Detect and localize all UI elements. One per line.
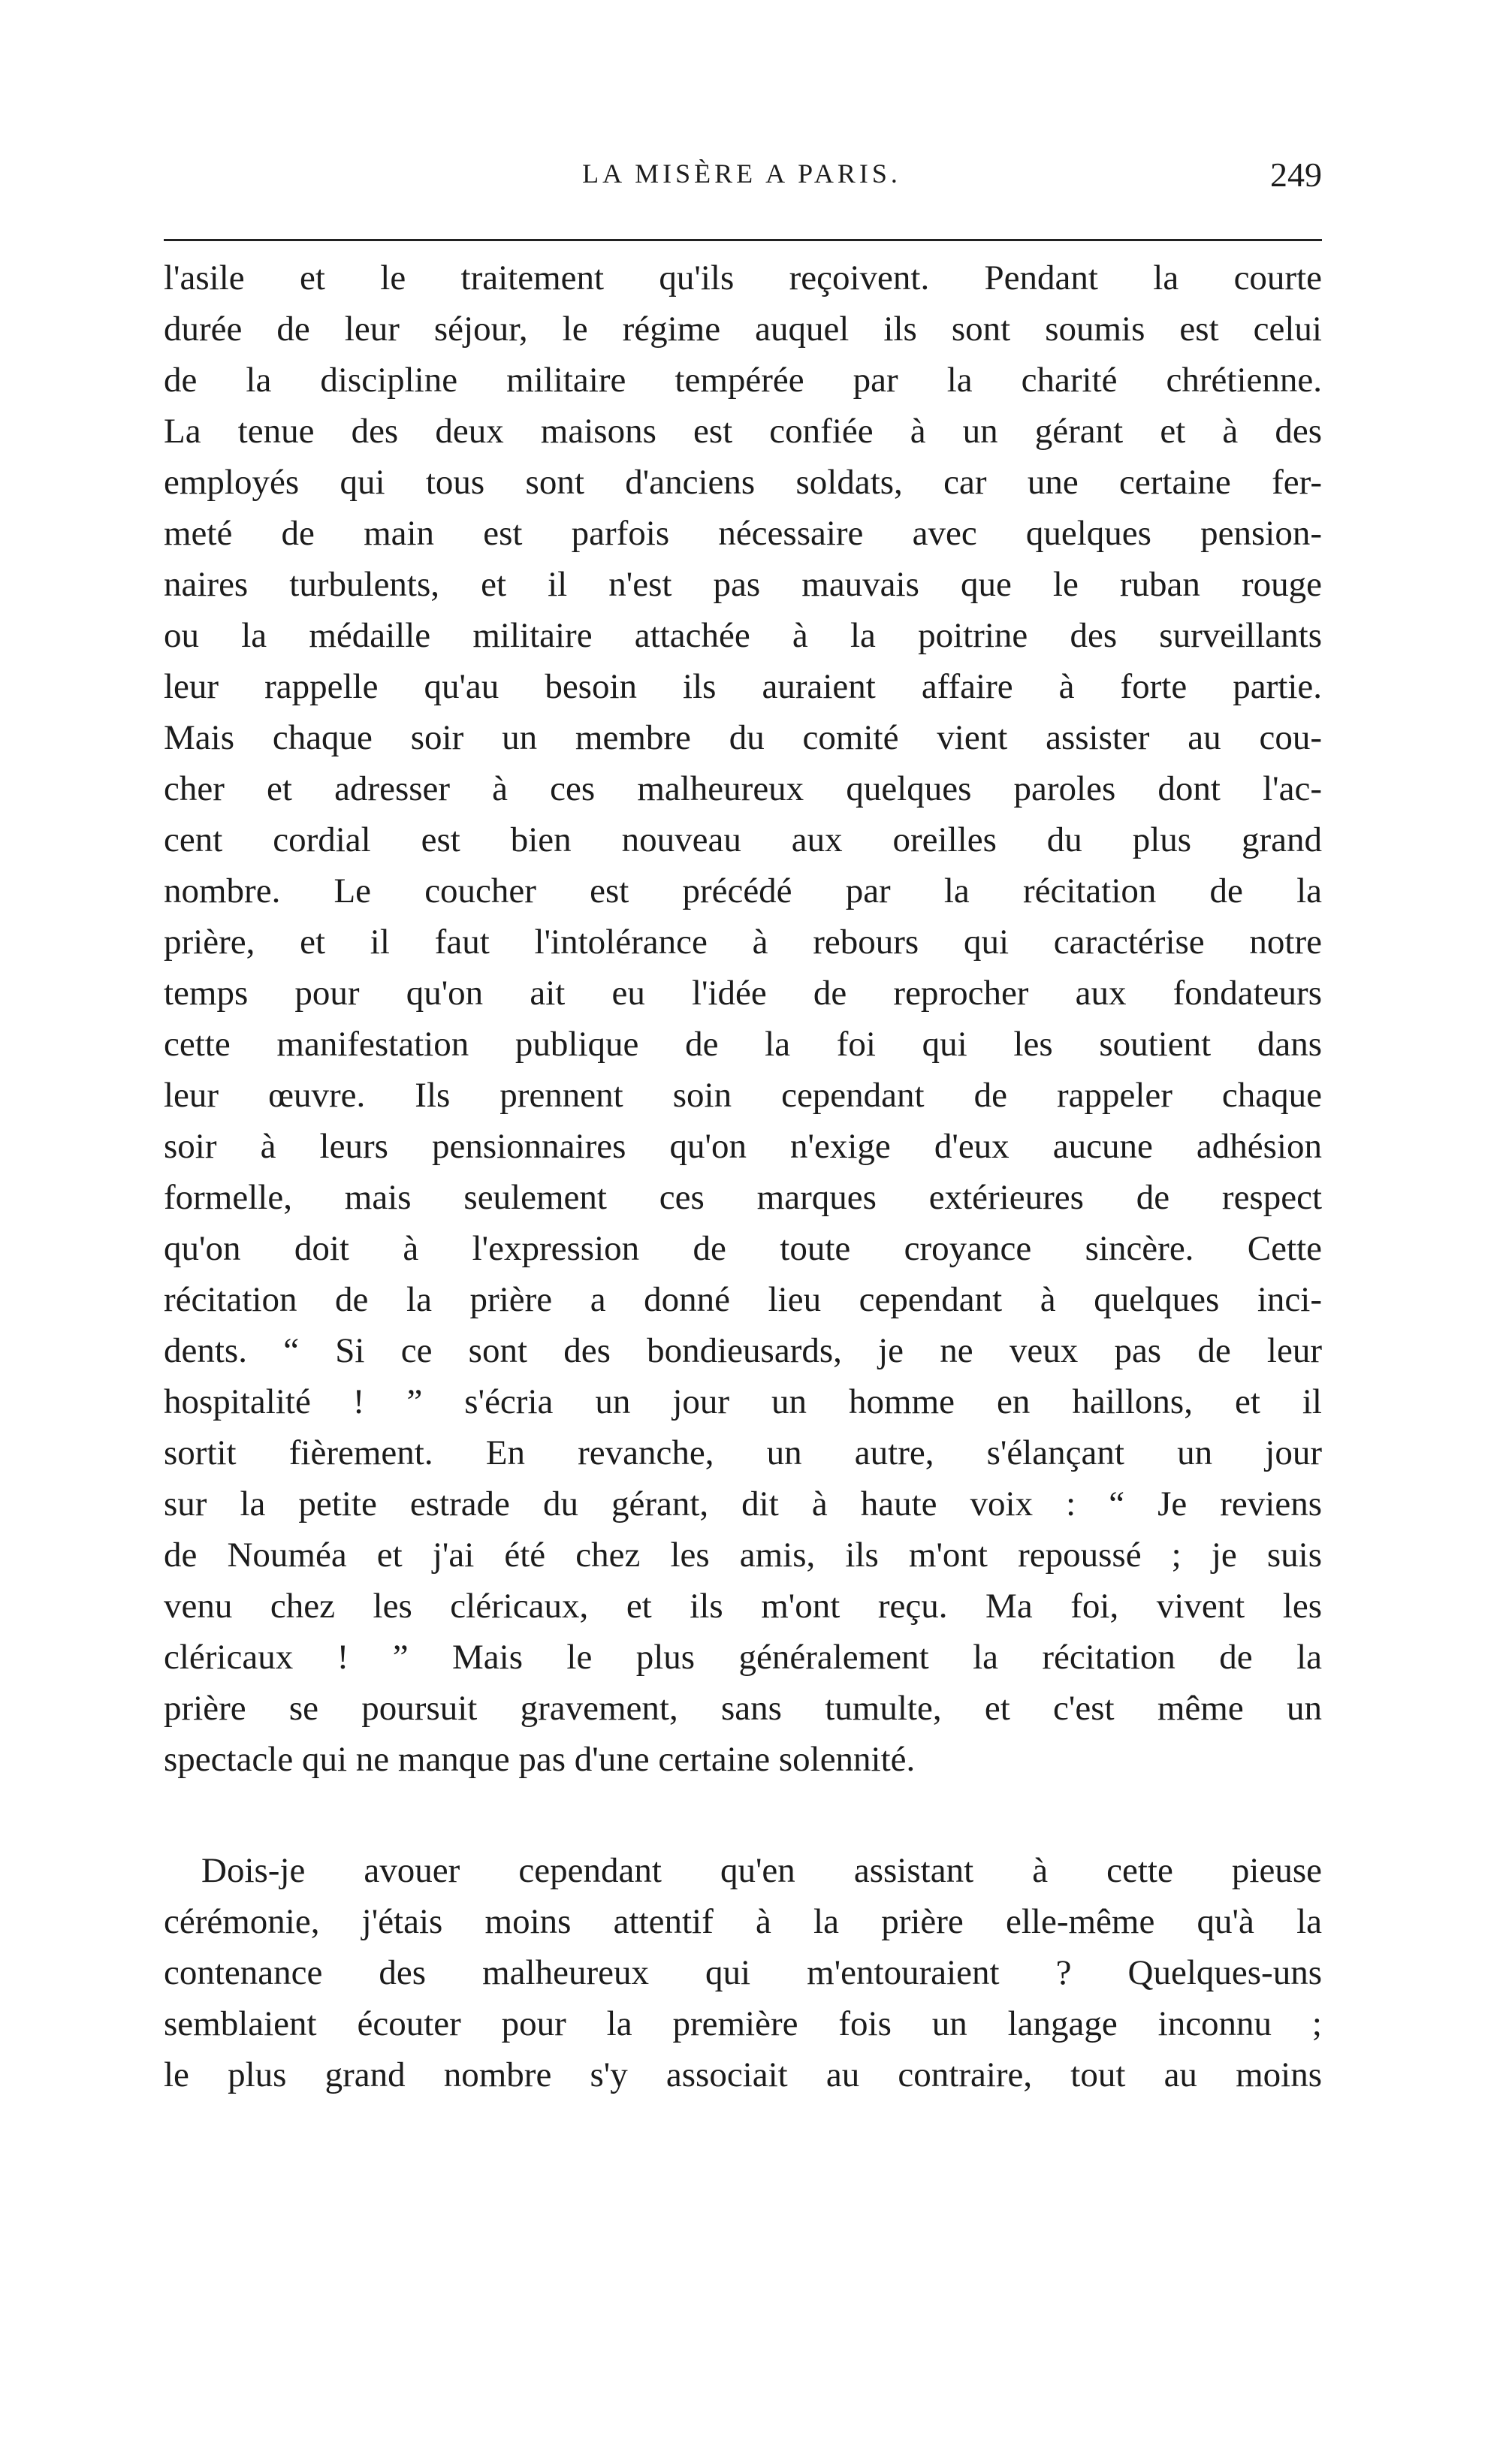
- text-line: formelle, mais seulement ces marques extérieures de respect: [164, 1178, 1322, 1217]
- text-line: durée de leur séjour, le régime auquel ils sont soumis est celui: [164, 310, 1322, 349]
- text-line: sortit fièrement. En revanche, un autre, s'élançant un jour: [164, 1433, 1322, 1472]
- text-line: prière se poursuit gravement, sans tumulte, et c'est même un: [164, 1689, 1322, 1728]
- text-line: de la discipline militaire tempérée par la charité chrétienne.: [164, 361, 1322, 400]
- text-line: cher et adresser à ces malheureux quelques paroles dont l'ac-: [164, 769, 1322, 808]
- text-line: soir à leurs pensionnaires qu'on n'exige d'eux aucune adhésion: [164, 1127, 1322, 1166]
- header-rule: [164, 239, 1322, 241]
- text-line: naires turbulents, et il n'est pas mauvais que le ruban rouge: [164, 565, 1322, 604]
- running-title: LA MISÈRE A PARIS.: [582, 159, 901, 189]
- text-line: Dois-je avouer cependant qu'en assistant à cette pieuse: [201, 1851, 1322, 1890]
- text-line: semblaient écouter pour la première fois un langage inconnu ;: [164, 2004, 1322, 2043]
- text-line: cléricaux ! ” Mais le plus généralement la récitation de la: [164, 1638, 1322, 1677]
- text-line: sur la petite estrade du gérant, dit à haute voix : “ Je reviens: [164, 1484, 1322, 1523]
- text-line: spectacle qui ne manque pas d'une certaine solennité.: [164, 1740, 916, 1779]
- text-line: l'asile et le traitement qu'ils reçoivent. Pendant la courte: [164, 258, 1322, 297]
- text-line: meté de main est parfois nécessaire avec quelques pension-: [164, 514, 1322, 553]
- text-line: récitation de la prière a donné lieu cependant à quelques inci-: [164, 1280, 1322, 1319]
- text-line: de Nouméa et j'ai été chez les amis, ils m'ont repoussé ; je suis: [164, 1536, 1322, 1575]
- text-line: cette manifestation publique de la foi qui les soutient dans: [164, 1025, 1322, 1064]
- text-line: prière, et il faut l'intolérance à rebours qui caractérise notre: [164, 923, 1322, 962]
- paragraph-break: [164, 1785, 1322, 1845]
- text-line: qu'on doit à l'expression de toute croyance sincère. Cette: [164, 1229, 1322, 1268]
- text-line: leur œuvre. Ils prennent soin cependant de rappeler chaque: [164, 1076, 1322, 1115]
- paragraph: [164, 1845, 1322, 2100]
- text-line: nombre. Le coucher est précédé par la récitation de la: [164, 871, 1322, 910]
- text-line: dents. “ Si ce sont des bondieusards, je ne veux pas de leur: [164, 1331, 1322, 1370]
- text-line: employés qui tous sont d'anciens soldats, car une certaine fer-: [164, 463, 1322, 502]
- text-line: Mais chaque soir un membre du comité vient assister au cou-: [164, 718, 1322, 757]
- page-number: 249: [1270, 156, 1322, 194]
- text-line: leur rappelle qu'au besoin ils auraient affaire à forte partie.: [164, 667, 1322, 706]
- body-text: [164, 252, 1322, 2100]
- text-line: contenance des malheureux qui m'entouraient ? Quelques-uns: [164, 1953, 1322, 1992]
- text-line: temps pour qu'on ait eu l'idée de reprocher aux fondateurs: [164, 974, 1322, 1013]
- text-line: La tenue des deux maisons est confiée à un gérant et à des: [164, 412, 1322, 451]
- running-header: [161, 158, 1322, 203]
- text-line: hospitalité ! ” s'écria un jour un homme en haillons, et il: [164, 1382, 1322, 1421]
- text-line: cérémonie, j'étais moins attentif à la prière elle-même qu'à la: [164, 1902, 1322, 1941]
- text-line: cent cordial est bien nouveau aux oreilles du plus grand: [164, 820, 1322, 859]
- text-line: ou la médaille militaire attachée à la poitrine des surveillants: [164, 616, 1322, 655]
- text-line: venu chez les cléricaux, et ils m'ont reçu. Ma foi, vivent les: [164, 1587, 1322, 1626]
- paragraph: [164, 252, 1322, 1785]
- text-line: le plus grand nombre s'y associait au contraire, tout au moins: [164, 2055, 1322, 2094]
